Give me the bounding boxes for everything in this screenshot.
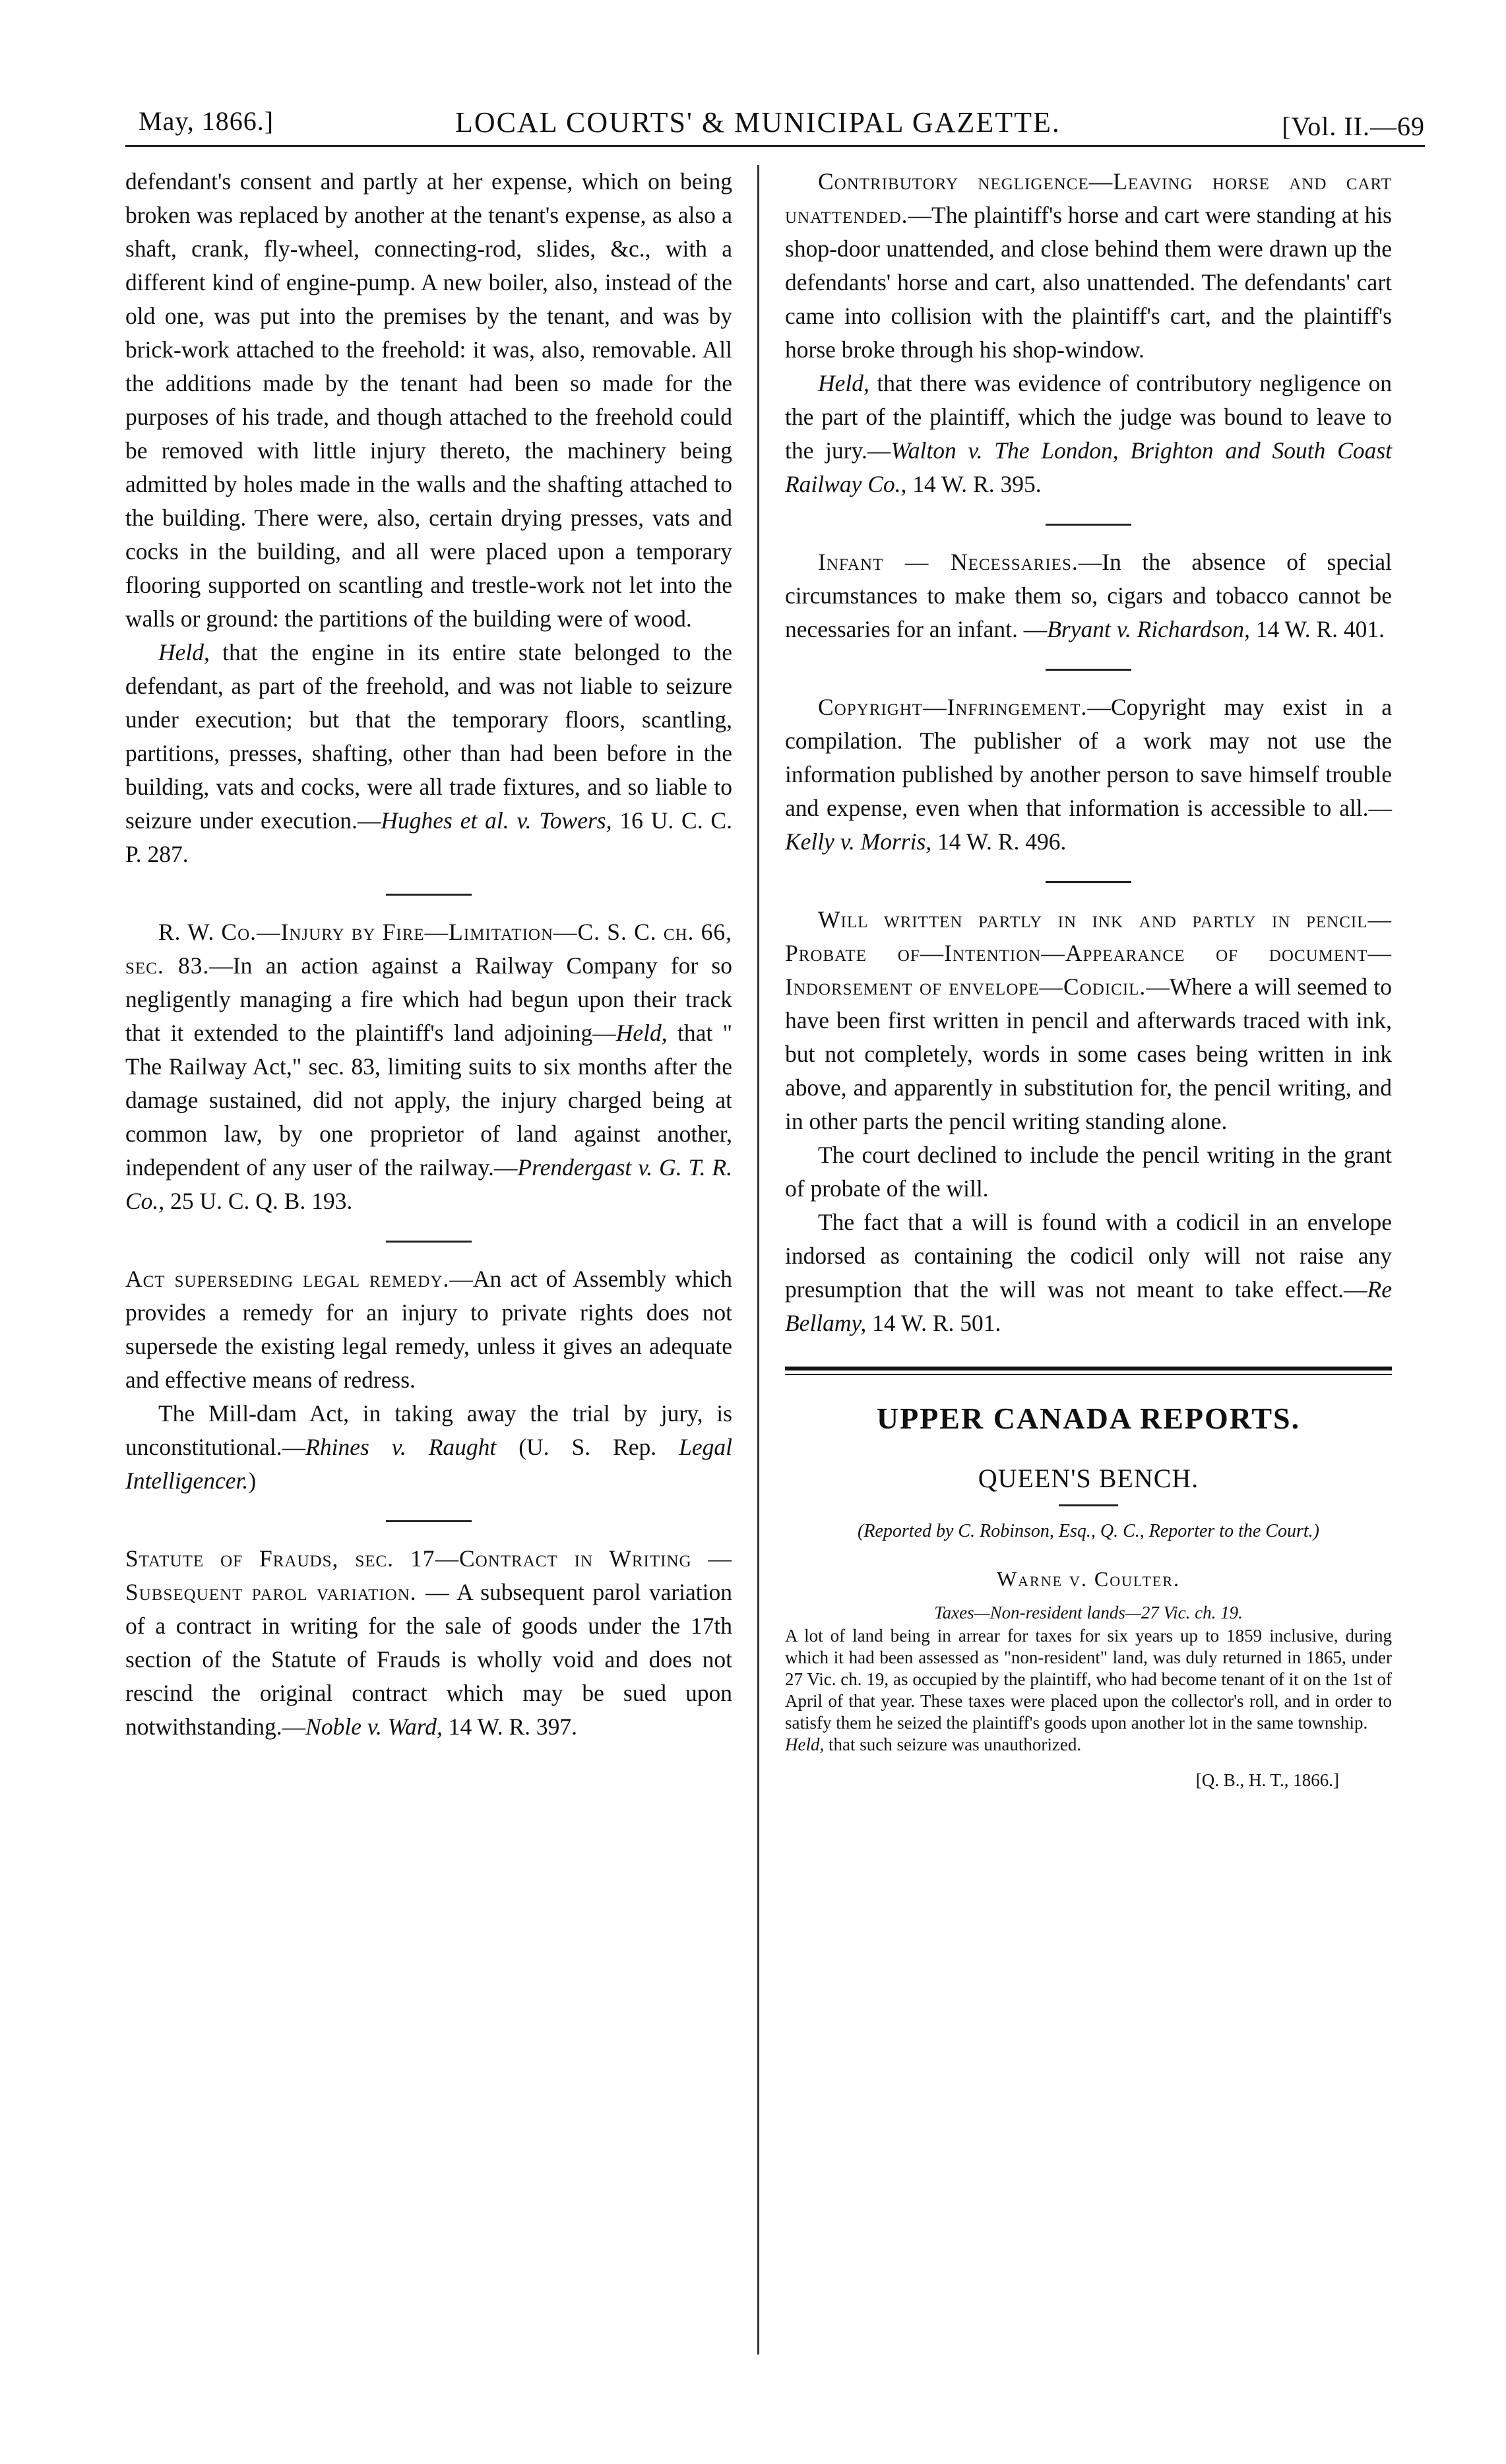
case-citation-italic: Rhines v. Raught <box>305 1434 497 1460</box>
section-separator <box>1046 881 1131 883</box>
header-volume: [Vol. II.—69 <box>1282 111 1425 141</box>
reports-heading: UPPER CANADA REPORTS. <box>876 1401 1301 1435</box>
paragraph-held-towers <box>125 636 732 871</box>
section-heading: Contributory negligence—Leaving horse and cart unattended. <box>785 168 1392 228</box>
section-heading: Act superseding legal remedy. <box>125 1266 450 1292</box>
case-citation: 14 W. R. 501. <box>866 1310 1001 1336</box>
column-rule <box>757 165 759 2355</box>
paragraph-will-codicil <box>785 1206 1392 1340</box>
case-citation-italic: Legal Intelligencer. <box>125 1434 733 1494</box>
case-citation: ) <box>248 1467 257 1494</box>
gazette-page <box>125 99 1425 2420</box>
held-label: Held, <box>785 1735 825 1754</box>
case-citation: 16 U. C. C. P. 287. <box>125 807 732 867</box>
case-citation-italic: Bryant v. Richardson, <box>1047 616 1250 642</box>
reporter-line: (Reported by C. Robinson, Esq., Q. C., Reporter to the Court.) <box>858 1521 1319 1541</box>
right-column <box>785 165 1392 1797</box>
term-citation: [Q. B., H. T., 1866.] <box>1195 1770 1339 1790</box>
held-label: Held, <box>818 370 869 396</box>
header-title: LOCAL COURTS' & MUNICIPAL GAZETTE. <box>455 106 1061 139</box>
page-header <box>125 99 1425 158</box>
section-text: The fact that a will is found with a codicil in an envelope indorsed as containing the codicil only will not raise any presumption that the will was not meant to take effect.— <box>785 1209 1392 1303</box>
case-citation: 14 W. R. 395. <box>906 471 1042 497</box>
section-text: A subsequent parol variation of a contract in writing for the sale of goods under the 17th section of the Statute of Frauds is wholly void and does not rescind the original contract which may be sued upon notwithstanding.— <box>125 1579 733 1740</box>
paragraph-will-court: The court declined to include the pencil writing in the grant of probate of the will. <box>785 1142 1392 1202</box>
section-text: —In the absence of special circumstances to make them so, cigars and tobacco cannot be necessaries for an infant. — <box>785 549 1392 642</box>
section-heading: R. W. Co.—Injury by Fire—Limitation—C. S. C. ch. 66, sec. 83. <box>125 919 732 979</box>
held-label: Held, <box>615 1020 668 1046</box>
held-line <box>785 1734 1392 1756</box>
section-separator <box>386 1520 472 1522</box>
paragraph-infant-necessaries <box>785 545 1392 646</box>
section-separator <box>386 894 472 896</box>
header-rule <box>125 145 1425 147</box>
paragraph-mill-dam <box>125 1397 732 1498</box>
left-column <box>125 165 732 1744</box>
held-label: Held, <box>158 639 210 665</box>
section-text: The Mill-dam Act, in taking away the trial by jury, is unconstitutional.— <box>125 1400 732 1460</box>
held-text: that such seizure was unauthorized. <box>824 1735 1082 1754</box>
section-separator <box>1046 669 1131 671</box>
section-heading: Copyright—Infringement. <box>818 694 1088 720</box>
section-heading: Will written partly in ink and partly in pencil—Probate of—Intention—Appearance of document—Indorsement of envelope—Codicil. <box>785 906 1392 1000</box>
section-text: that there was evidence of contributory negligence on the part of the plaintiff, which the judge was bound to leave to the jury.— <box>785 370 1392 464</box>
held-text: that the engine in its entire state belonged to the defendant, as part of the freehold, and was not liable to seizure under execution; but that the temporary floors, scantling, partitions, presses, shafting, other than had been before in the building, vats and cocks, were all trade fixtures, and so liable to seizure under execution.— <box>125 639 732 834</box>
paragraph-held-walton <box>785 367 1392 501</box>
case-citation-italic: Noble v. Ward, <box>305 1713 443 1740</box>
paragraph-act-superseding <box>125 1262 732 1397</box>
section-text: that " The Railway Act," sec. 83, limiting suits to six months after the damage sustained, did not apply, the injury charged being at common law, by one proprietor of land against another, independent of any user of the railway.— <box>125 1020 732 1181</box>
paragraph-statute-of-frauds <box>125 1542 732 1744</box>
paragraph-copyright <box>785 691 1392 859</box>
case-citation-italic: Hughes et al. v. Towers, <box>381 807 612 834</box>
section-text: —In an action against a Railway Company for so negligently managing a fire which had begun upon their track that it extended to the plaintiff's land adjoining— <box>125 952 732 1046</box>
case-citation: 14 W. R. 496. <box>931 828 1067 855</box>
section-heading: Infant — Necessaries. <box>818 549 1079 575</box>
case-title: Warne v. Coulter. <box>996 1567 1181 1591</box>
case-citation: (U. S. Rep. <box>496 1434 679 1460</box>
case-citation-italic: Prendergast v. G. T. R. Co., <box>125 1154 732 1214</box>
case-citation-italic: Re Bellamy, <box>785 1276 1392 1336</box>
paragraph-contributory-negligence <box>785 165 1392 367</box>
section-text: —An act of Assembly which provides a remedy for an injury to private rights does not supersede the existing legal remedy, unless it gives an adequate and effective means of redress. <box>125 1266 732 1393</box>
case-citation-italic: Kelly v. Morris, <box>785 828 932 855</box>
court-heading: QUEEN'S BENCH. <box>978 1463 1199 1493</box>
paragraph-fixtures: defendant's consent and partly at her expense, which on being broken was replaced by another at the tenant's expense, as also a shaft, crank, fly-wheel, connecting-rod, slides, &c., with a different kind of engine-pump. A new boiler, also, instead of the old one, was put into the premises by the tenant, and was by brick-work attached to the freehold: it was, also, removable. All the additions made by the tenant had been so made for the purposes of his trade, and though attached to the freehold could be removed with little injury thereto, the machinery being admitted by holes made in the walls and the shafting attached to the building. There were, also, certain drying presses, vats and cocks in the building, and all were placed upon a temporary flooring supported on scantling and trestle-work not let into the walls or ground: the partitions of the building were of wood. <box>125 168 732 632</box>
case-citation: 14 W. R. 397. <box>442 1713 578 1740</box>
headnote: A lot of land being in arrear for taxes for six years up to 1859 inclusive, during which it had been assessed as "non-resident" land, was duly returned in 1865, under 27 Vic. ch. 19, as occupied by the plaintiff, who had become tenant of it on the 1st of April of that year. These taxes were placed upon the collector's roll, and in order to satisfy them he seized the plaintiff's goods upon another lot in the same township. <box>785 1626 1392 1733</box>
case-citation: 25 U. C. Q. B. 193. <box>164 1188 353 1214</box>
section-separator <box>1046 524 1131 526</box>
case-citation-italic: Walton v. The London, Brighton and South Coast Railway Co., <box>785 437 1393 497</box>
section-separator <box>386 1241 472 1243</box>
statute-line: Taxes—Non-resident lands—27 Vic. ch. 19. <box>934 1603 1243 1622</box>
section-heading: Statute of Frauds, sec. 17—Contract in Writing — Subsequent parol variation. — <box>125 1545 732 1605</box>
paragraph-will-pencil <box>785 903 1392 1138</box>
section-text: —The plaintiff's horse and cart were standing at his shop-door unattended, and close behind them were drawn up the defendants' horse and cart, also unattended. The defendants' cart came into collision with the plaintiff's cart, and the plaintiff's horse broke through his shop-window. <box>785 202 1392 363</box>
double-rule <box>785 1367 1392 1375</box>
case-citation: 14 W. R. 401. <box>1249 616 1385 642</box>
section-separator <box>1059 1504 1118 1506</box>
paragraph-railway-fire <box>125 915 732 1218</box>
header-date: May, 1866.] <box>139 106 274 136</box>
section-text: —Copyright may exist in a compilation. The publisher of a work may not use the information published by another person to save himself trouble and expense, even when that information is accessible to all.— <box>785 694 1392 821</box>
section-text: —Where a will seemed to have been first written in pencil and afterwards traced with ink, but not completely, words in some cases being written in ink above, and apparently in substitution for, the pencil writing, and in other parts the pencil writing standing alone. <box>785 973 1392 1134</box>
